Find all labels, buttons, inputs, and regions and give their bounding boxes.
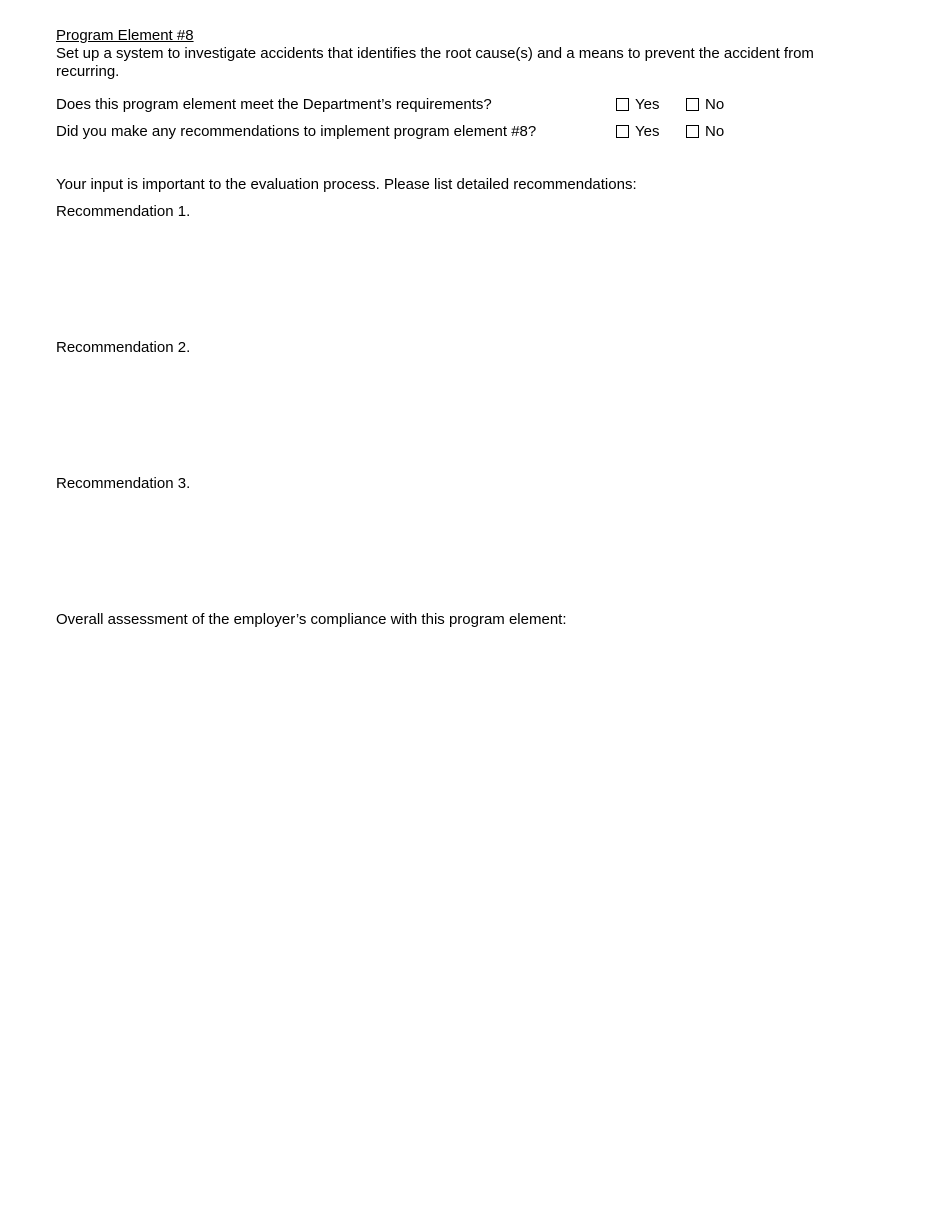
question-1-yes-checkbox[interactable] [616, 98, 629, 111]
question-row-1 [56, 91, 856, 118]
section-description: Set up a system to investigate accidents that identifies the root cause(s) and a means to prevent the accident from recurring. [56, 45, 814, 80]
recommendation-1-area[interactable] [56, 203, 856, 339]
recommendation-2-area[interactable] [56, 339, 856, 475]
section-title: Program Element #8 [56, 27, 194, 44]
question-2-no-label: No [705, 123, 725, 140]
question-1-no-label: No [705, 96, 725, 113]
recommendation-1-label: Recommendation 1. [56, 203, 191, 220]
question-2-yes-checkbox[interactable] [616, 125, 629, 138]
question-1-no-checkbox[interactable] [686, 98, 699, 111]
question-2-no-checkbox[interactable] [686, 125, 699, 138]
question-row-2 [56, 118, 856, 145]
recommendation-3-label: Recommendation 3. [56, 475, 191, 492]
question-2-text: Did you make any recommendations to implement program element #8? [56, 123, 537, 140]
question-2-yes-option[interactable] [616, 118, 659, 145]
question-1-no-option[interactable] [686, 91, 724, 118]
form-page [56, 27, 856, 629]
recommendation-2-label: Recommendation 2. [56, 339, 191, 356]
question-1-yes-option[interactable] [616, 91, 659, 118]
question-2-no-option[interactable] [686, 118, 724, 145]
question-1-text: Does this program element meet the Department’s requirements? [56, 96, 492, 113]
input-prompt: Your input is important to the evaluation process. Please list detailed recommendations: [56, 176, 637, 193]
overall-assessment-label: Overall assessment of the employer’s compliance with this program element: [56, 611, 567, 628]
question-1-yes-label: Yes [635, 96, 660, 113]
question-2-yes-label: Yes [635, 123, 660, 140]
recommendation-3-area[interactable] [56, 475, 856, 611]
